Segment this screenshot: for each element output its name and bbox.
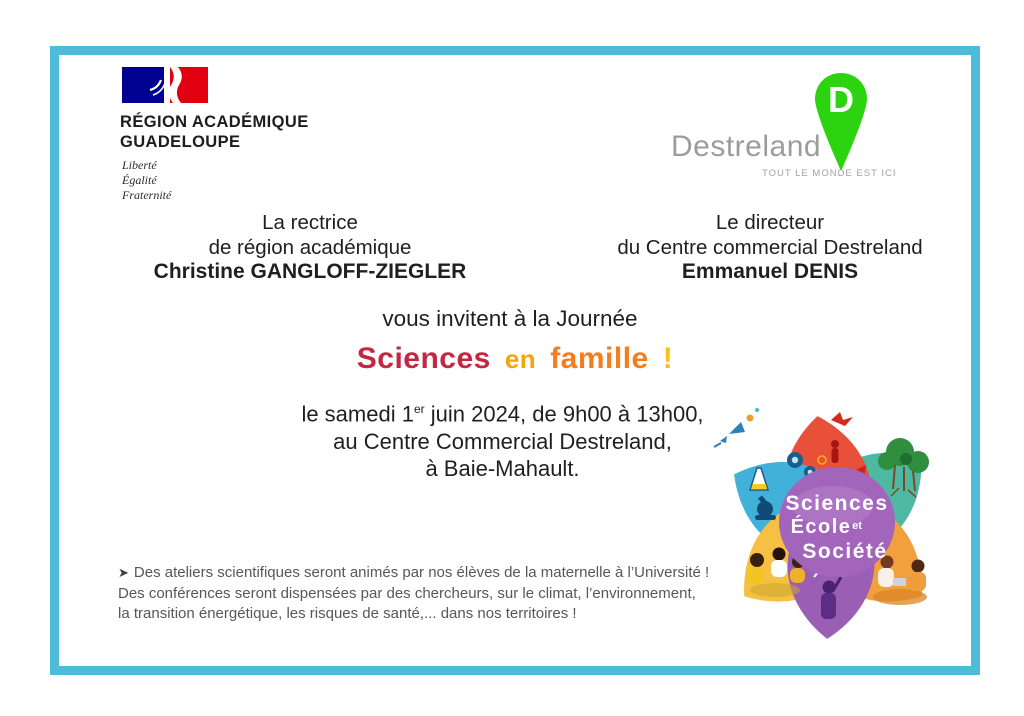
event-location-line2: à Baie-Mahault. (425, 456, 580, 482)
flower-text-et: et (852, 520, 862, 532)
motto-egalite: Égalité (122, 173, 157, 187)
host-directeur-block (545, 211, 995, 285)
title-word-en: en (504, 344, 537, 374)
details-line3: la transition énergétique, les risques de santé,... dans nos territoires ! (118, 605, 577, 622)
flower-text-ecole: École (790, 516, 852, 538)
destreland-tagline: TOUT LE MONDE EST ICI (762, 168, 897, 179)
host-right-role-line2: du Centre commercial Destreland (617, 235, 923, 259)
motto-liberte: Liberté (122, 158, 157, 172)
title-exclamation: ! (662, 342, 674, 375)
region-title-line1: RÉGION ACADÉMIQUE (120, 113, 309, 131)
flower-text-societe: Société (802, 540, 888, 563)
host-right-role-line1: Le directeur (715, 211, 825, 234)
details-line1: ➤ Des ateliers scientifiques seront animés par nos élèves de la maternelle à l’Université ! (118, 564, 710, 581)
sciences-ecole-societe-illustration (695, 390, 973, 662)
pin-letter: D (828, 79, 854, 120)
human-figure-icon (831, 440, 839, 463)
event-title (0, 342, 1024, 376)
event-details-paragraph (118, 563, 758, 625)
motto-fraternite: Fraternité (122, 188, 172, 202)
rocket-icon (714, 408, 759, 447)
destreland-logo (665, 72, 915, 187)
host-left-role-line2: de région académique (208, 235, 412, 259)
host-rectrice-block (85, 211, 535, 285)
event-date-line: le samedi 1er juin 2024, de 9h00 à 13h00, (301, 401, 704, 427)
flower-text-sciences: Sciences (785, 492, 889, 515)
science-flower-graphic (695, 390, 973, 667)
republique-motto (122, 158, 380, 203)
map-pin-icon (813, 72, 869, 174)
title-word-sciences: Sciences (356, 342, 491, 375)
french-flag-marianne-icon (120, 66, 210, 104)
details-line2: Des conférences seront dispensées par des chercheurs, sur le climat, l’environnement, (118, 584, 696, 602)
title-word-famille: famille (550, 342, 649, 375)
event-location-line1: au Centre Commercial Destreland, (333, 428, 672, 454)
ordinal-superscript: er (413, 402, 425, 416)
region-academique-logo (120, 66, 380, 203)
host-left-name: Christine GANGLOFF-ZIEGLER (153, 260, 467, 283)
invitation-intro: vous invitent à la Journée (382, 306, 638, 331)
host-left-role-line1: La rectrice (262, 211, 358, 234)
destreland-wordmark: Destreland (671, 130, 822, 163)
bird-icon (831, 412, 853, 426)
host-right-name: Emmanuel DENIS (681, 260, 859, 283)
region-title-line2: GUADELOUPE (120, 133, 241, 151)
arrow-bullet-icon: ➤ (118, 565, 129, 580)
